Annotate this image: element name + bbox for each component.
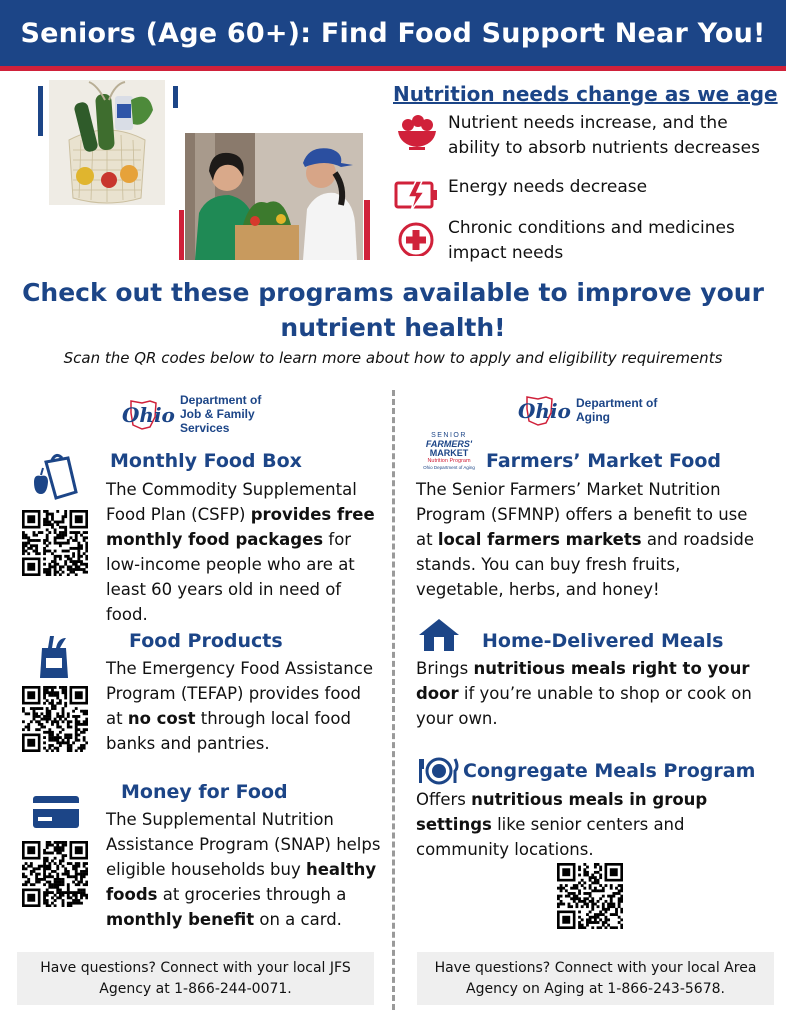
sfm-logo-line: FARMERS' [425,439,473,449]
qr-code-csfp[interactable] [22,510,88,576]
program-desc-farmers-market [416,477,761,602]
aging-contact-footer [417,952,774,1005]
program-desc-food-products [106,656,378,756]
footer-line: Have questions? Connect with your local Area [434,959,757,976]
qr-code-aging[interactable] [557,863,623,929]
photo-frame-accent-right [173,86,178,108]
program-title-congregate-meals: Congregate Meals Program [463,760,756,782]
plate-utensils-icon [418,757,460,790]
food-delivery-photo [185,133,363,260]
program-desc-congregate-meals [416,787,766,862]
sfm-logo-line: MARKET [429,448,469,458]
desc-text: like senior centers and community locations. [416,815,685,859]
jfs-agency-name [180,393,261,435]
nutrition-item-conditions [394,216,768,266]
desc-bold: monthly benefit [106,910,255,929]
food-bag-icon [38,634,70,685]
agency-name-line: Department of [180,393,262,407]
program-title-monthly-food-box: Monthly Food Box [110,450,302,472]
program-title-food-products: Food Products [129,630,283,652]
desc-text: for low-income people who are at least 60 years old in need of food. [106,530,355,624]
desc-text: on a card. [254,910,342,929]
agency-name-line: Aging [576,410,610,424]
fruit-bowl-icon [394,111,440,151]
desc-text: at groceries through a [157,885,347,904]
desc-bold: no cost [127,709,196,728]
qr-code-snap[interactable] [22,841,88,907]
credit-card-icon [32,795,80,834]
page-title: Seniors (Age 60+): Find Food Support Near You! [20,17,766,49]
nutrition-item-text: Energy needs decrease [448,177,648,197]
cta-heading [0,275,786,345]
scan-instructions: Scan the QR codes below to learn more about how to apply and eligibility requirements [63,349,723,367]
footer-line: Agency on Aging at 1-866-243-5678. [466,980,725,997]
aging-agency-logo [518,393,657,427]
qr-code-tefap[interactable] [22,686,88,752]
desc-bold: local farmers markets [437,530,642,549]
desc-bold: healthy foods [106,860,377,904]
program-desc-money-for-food [106,807,381,932]
desc-text: The Supplemental Nutrition Assistance Program (SNAP) helps eligible households buy [106,810,381,879]
agency-name-line: Services [180,421,230,435]
cta-line-1: Check out these programs available to improve your [22,278,764,307]
nutrition-item-energy [394,175,768,215]
desc-text: through local food banks and pantries. [106,709,351,753]
footer-line: Agency at 1-866-244-0071. [99,980,292,997]
medical-cross-icon [394,216,440,256]
sfm-logo-line: Ohio Department of Aging [423,465,475,470]
desc-bold: provides free monthly food packages [106,505,375,549]
program-title-money-for-food: Money for Food [121,781,288,803]
desc-text: Brings [416,659,474,678]
desc-bold: nutritious meals in group settings [416,790,708,834]
agency-name-line: Department of [576,396,658,410]
photo-frame-accent-right-red [364,200,370,260]
desc-text: Offers [416,790,472,809]
senior-farmers-market-logo [419,432,479,470]
aging-agency-name [576,396,657,424]
jfs-agency-logo [122,393,261,435]
desc-text: The Emergency Food Assistance Program (TEFAP) provides food at [106,659,373,728]
grocery-bag-apple-icon [32,452,78,505]
header-stripe [0,66,786,71]
ohio-logo [518,393,570,427]
photo-frame-accent-left [38,86,43,136]
program-desc-monthly-food-box [106,477,376,627]
sfm-logo-line: SENIOR [431,432,467,439]
header-banner [0,0,786,66]
desc-text: and roadside stands. You can buy fresh fruits, vegetable, herbs, and honey! [416,530,755,599]
nutrition-item-text: Nutrient needs increase, and the ability to absorb nutrients decreases [448,113,760,158]
desc-text: The Senior Farmers’ Market Nutrition Program (SFMNP) offers a benefit to use at [416,480,748,549]
cta-line-2: nutrient health! [280,313,506,342]
desc-text: The Commodity Supplemental Food Plan (CSFP) [106,480,357,524]
nutrition-heading: Nutrition needs change as we age [393,82,778,106]
footer-line: Have questions? Connect with your local JFS [40,959,351,976]
desc-bold: nutritious meals right to your door [416,659,750,703]
sfm-logo-line: Nutrition Program [427,458,471,464]
desc-text: if you’re unable to shop or cook on your own. [416,684,752,728]
nutrition-item-absorption [394,111,768,161]
ohio-wordmark: Ohio [518,399,571,423]
program-title-farmers-market: Farmers’ Market Food [486,450,721,472]
photo-frame-accent-left-red [179,210,184,260]
nutrition-item-text: Chronic conditions and medicines impact needs [448,218,735,263]
program-desc-home-delivered-meals [416,656,766,731]
agency-name-line: Job & Family [180,407,255,421]
produce-bag-photo [49,80,165,205]
house-icon [417,617,461,658]
program-title-home-delivered-meals: Home-Delivered Meals [482,630,724,652]
ohio-wordmark: Ohio [122,403,175,427]
jfs-contact-footer [17,952,374,1005]
ohio-logo [122,397,174,431]
low-battery-icon [394,175,440,215]
column-divider [392,390,395,1010]
